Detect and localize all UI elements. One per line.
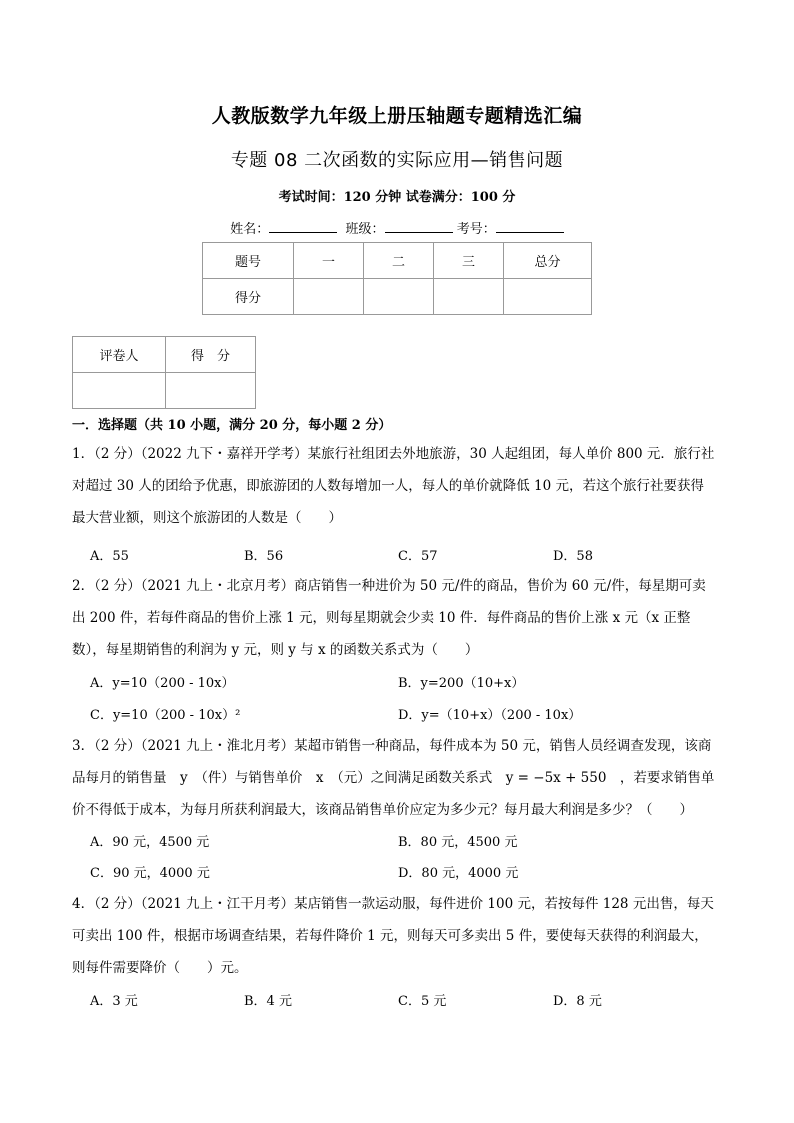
question-line: 出 200 件，若每件商品的售价上涨 1 元，则每星期就会少卖 10 件．每件商品的售价上涨 x 元（x 正整 (72, 610, 691, 626)
question-line: 2．（2 分）（2021 九上・北京月考）商店销售一种进价为 50 元/件的商品，售价为 60 元/件，每星期可卖 (72, 578, 706, 594)
question-2 (72, 570, 722, 666)
class-blank[interactable] (385, 218, 453, 233)
class-label: 班级： (345, 222, 385, 237)
score-cell[interactable] (434, 279, 504, 315)
section-title: 一．选择题（共 10 小题，满分 20 分，每小题 2 分） (72, 418, 392, 433)
exam-info: 考试时间：120 分钟 试卷满分：100 分 (278, 190, 516, 205)
question-line: 数），每星期销售的利润为 y 元，则 y 与 x 的函数关系式为（ ） (72, 642, 479, 658)
score-cell[interactable] (504, 279, 592, 315)
question-line: 1．（2 分）（2022 九下・嘉祥开学考）某旅行社组团去外地旅游，30 人起组团，每人单价 800 元．旅行社 (72, 446, 715, 462)
option-a[interactable]: A．55 (90, 549, 129, 564)
option-d[interactable]: D．80 元，4000 元 (398, 866, 519, 881)
score-cell[interactable] (294, 279, 364, 315)
grader-cell[interactable] (73, 373, 166, 409)
score-header-1: 一 (294, 243, 364, 279)
question-line: 3．（2 分）（2021 九上・淮北月考）某超市销售一种商品，每件成本为 50 元，销售人员经调查发现，该商 (72, 738, 712, 754)
question-line: 品每月的销售量 y （件）与销售单价 x （元）之间满足函数关系式 y = −5x + 550 ，若要求销售单 (72, 770, 715, 786)
option-a[interactable]: A．y=10（200 - 10x） (90, 676, 235, 691)
score-header-2: 二 (364, 243, 434, 279)
option-b[interactable]: B．4 元 (244, 994, 292, 1009)
name-label: 姓名： (230, 222, 270, 237)
score-header-qno: 题号 (203, 243, 294, 279)
grader-header: 评卷人 (73, 337, 166, 373)
option-b[interactable]: B．80 元，4500 元 (398, 835, 518, 850)
id-label: 考号： (456, 222, 496, 237)
question-line: 可卖出 100 件，根据市场调查结果，若每件降价 1 元，则每天可多卖出 5 件，要使每天获得的利润最大， (72, 928, 708, 944)
score-header-total: 总分 (504, 243, 592, 279)
id-blank[interactable] (496, 218, 564, 233)
grader-score-header: 得 分 (166, 337, 256, 373)
option-c[interactable]: C．y=10（200 - 10x）² (90, 708, 241, 723)
document-title: 人教版数学九年级上册压轴题专题精选汇编 (211, 105, 583, 127)
option-d[interactable]: D．8 元 (553, 994, 602, 1009)
question-line: 则每件需要降价（ ）元。 (72, 960, 248, 976)
score-cell[interactable] (364, 279, 434, 315)
option-b[interactable]: B．y=200（10+x） (398, 676, 525, 691)
option-d[interactable]: D．y=（10+x）（200 - 10x） (398, 708, 582, 723)
question-line: 价不得低于成本，为每月所获利润最大，该商品销售单价应定为多少元？每月最大利润是多少？（ ） (72, 802, 693, 818)
student-info-line (0, 218, 794, 237)
score-table (202, 242, 592, 315)
question-line: 最大营业额，则这个旅游团的人数是（ ） (72, 510, 342, 526)
score-header-3: 三 (434, 243, 504, 279)
option-d[interactable]: D．58 (553, 549, 593, 564)
score-row-label: 得分 (203, 279, 294, 315)
grader-table (72, 336, 256, 409)
option-a[interactable]: A．90 元，4500 元 (90, 835, 210, 850)
option-c[interactable]: C．90 元，4000 元 (90, 866, 210, 881)
question-3 (72, 730, 722, 826)
option-c[interactable]: C．5 元 (398, 994, 447, 1009)
option-c[interactable]: C．57 (398, 549, 438, 564)
question-1 (72, 438, 722, 534)
question-line: 4．（2 分）（2021 九上・江干月考）某店销售一款运动服，每件进价 100 元，若按每件 128 元出售，每天 (72, 896, 714, 912)
option-b[interactable]: B．56 (244, 549, 284, 564)
question-line: 对超过 30 人的团给予优惠，即旅游团的人数每增加一人，每人的单价就降低 10 元，若这个旅行社要获得 (72, 478, 705, 494)
name-blank[interactable] (269, 218, 337, 233)
document-subtitle: 专题 08 二次函数的实际应用—销售问题 (230, 150, 564, 171)
option-a[interactable]: A．3 元 (90, 994, 138, 1009)
question-4 (72, 888, 722, 984)
grader-cell[interactable] (166, 373, 256, 409)
